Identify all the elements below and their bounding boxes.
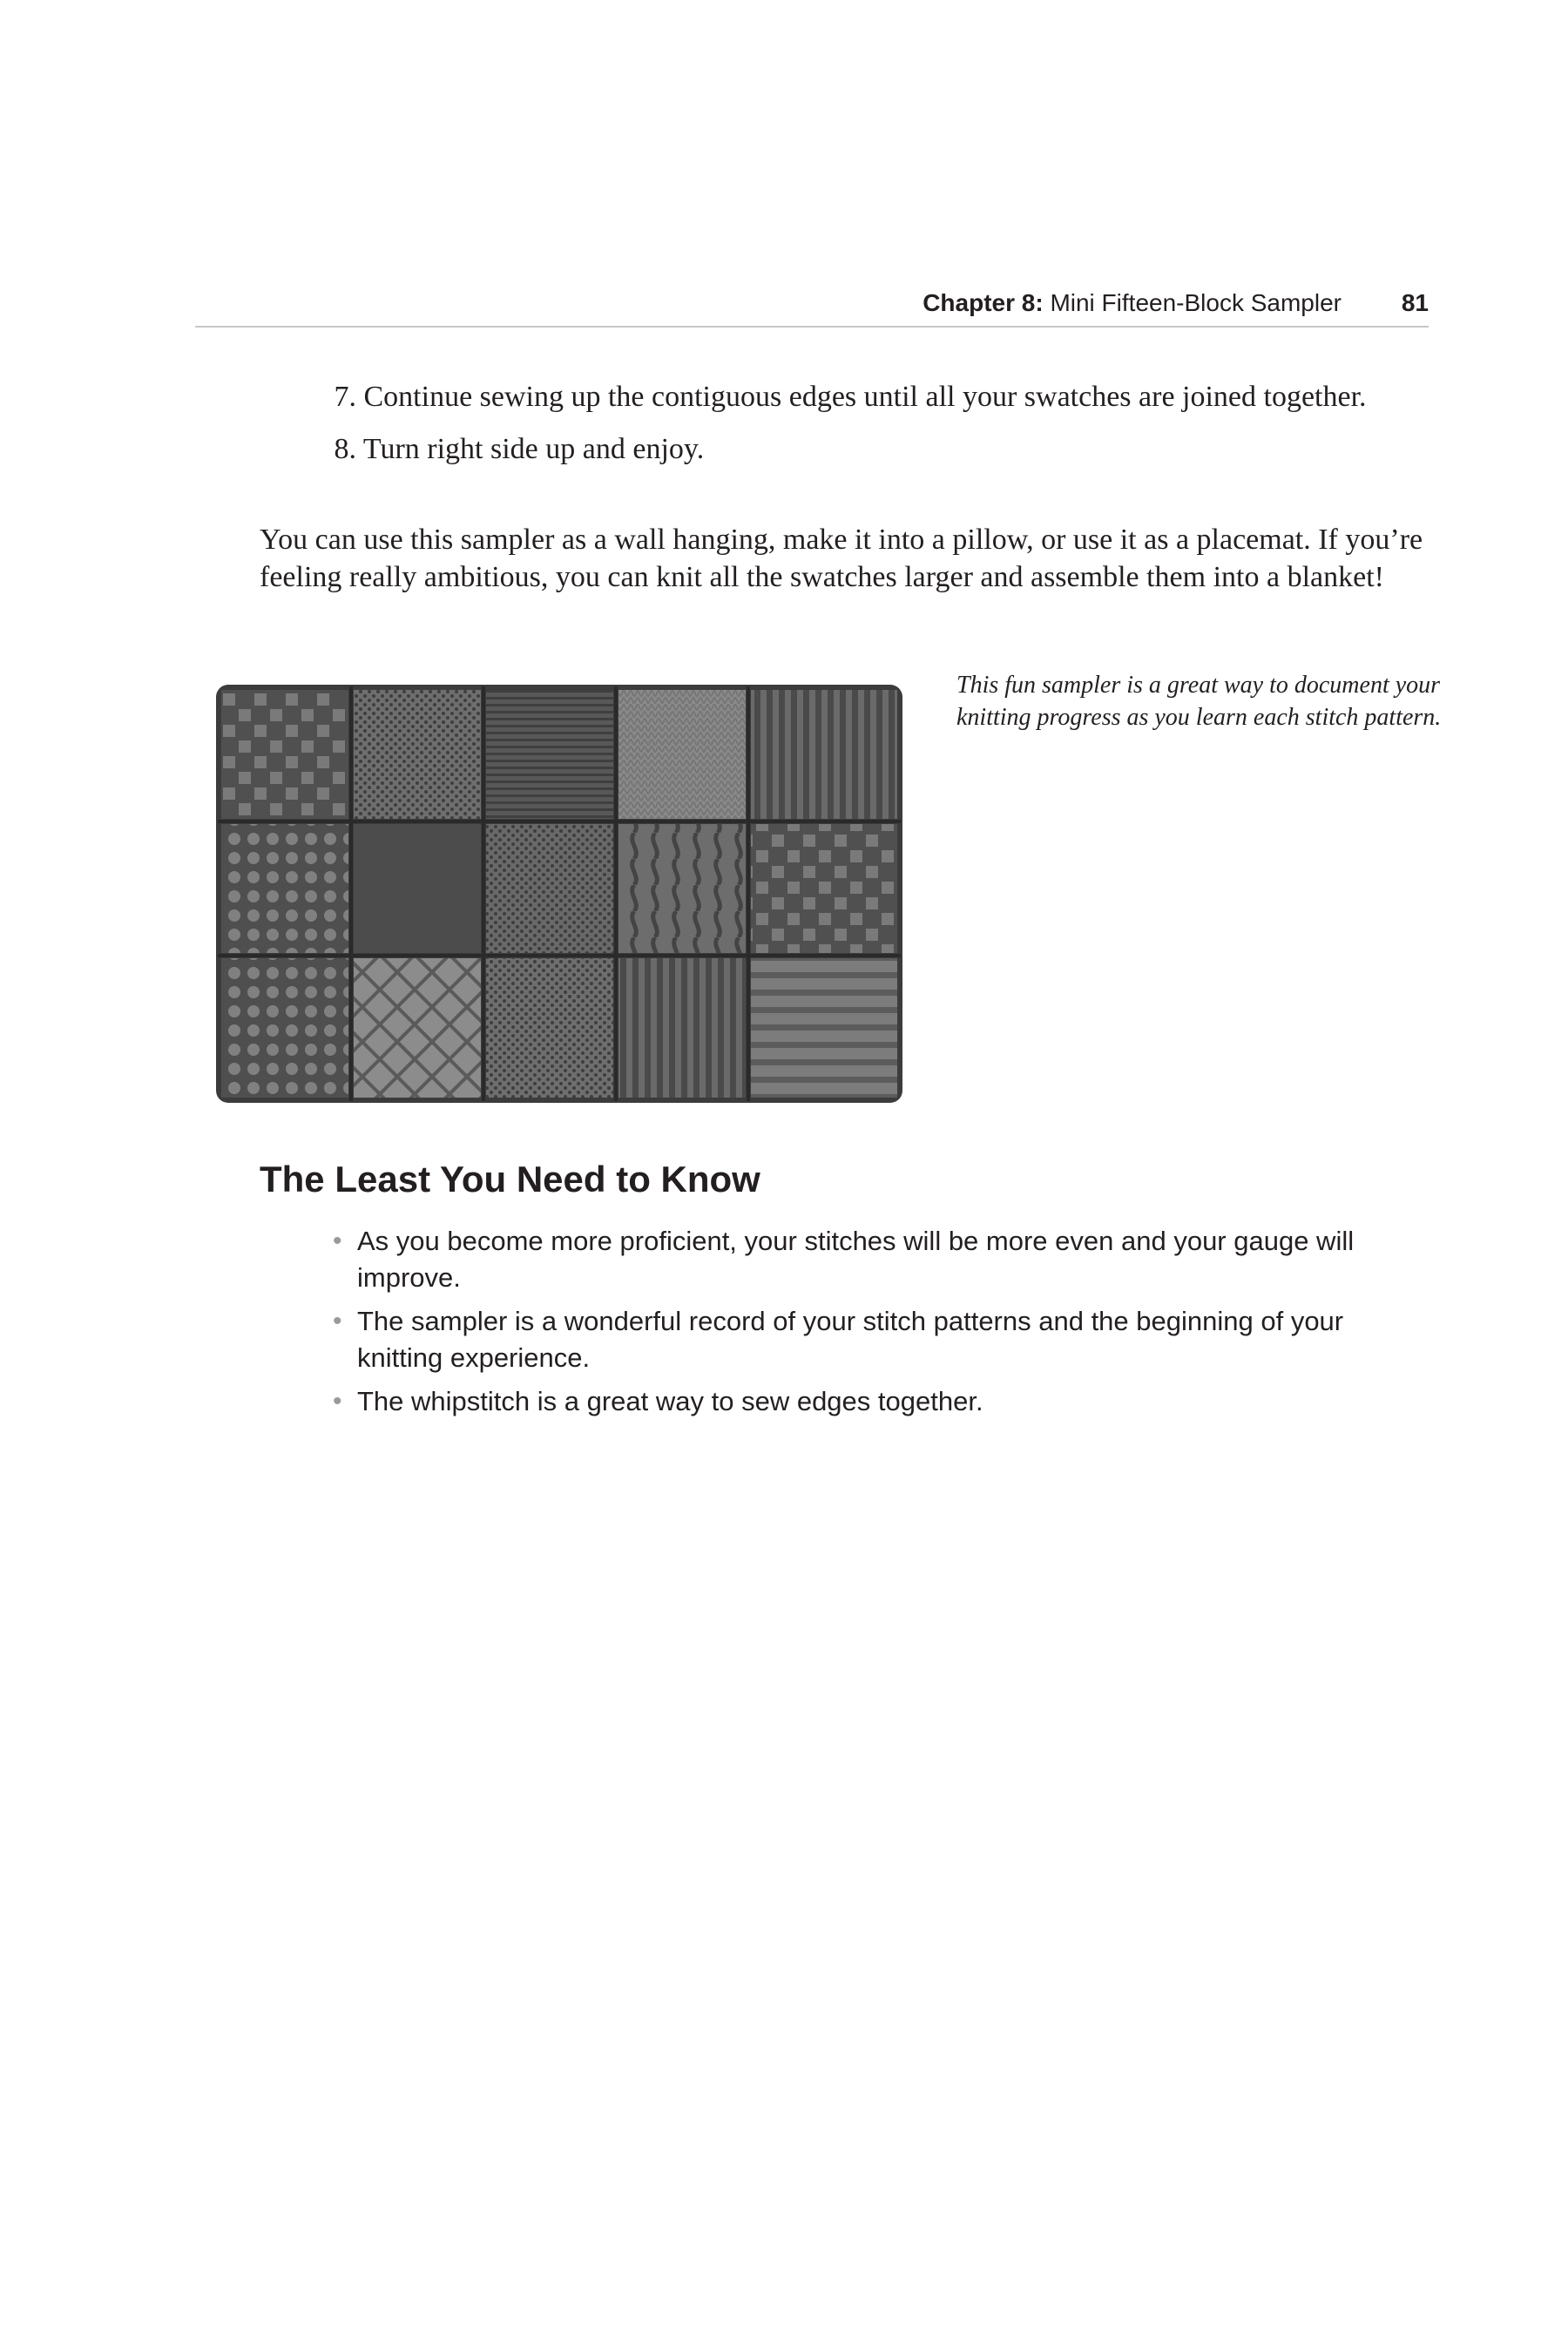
step-item <box>309 380 1367 415</box>
step-list <box>309 380 1367 484</box>
running-header-title <box>923 287 1342 319</box>
body-paragraph: You can use this sampler as a wall hanging, make it into a pillow, or use it as a placemat. If you’re feeling really ambitious, you can knit all the swatches larger and assemble them into a blanket! <box>260 524 1423 593</box>
chapter-title: Mini Fifteen-Block Sampler <box>1050 289 1342 316</box>
figure-caption: This fun sampler is a great way to document your knitting progress as you learn each stitch pattern. <box>956 672 1442 731</box>
sampler-photo <box>206 676 913 1113</box>
bullet-icon: • <box>333 1307 342 1335</box>
step-text: Continue sewing up the contiguous edges until all your swatches are joined together. <box>363 381 1367 413</box>
summary-list <box>331 1223 1402 1427</box>
running-header <box>195 287 1429 328</box>
list-item-text: As you become more proficient, your stitches will be more even and your gauge will improve. <box>357 1226 1355 1293</box>
step-text: Turn right side up and enjoy. <box>362 433 705 465</box>
list-item <box>331 1223 1402 1296</box>
page-number: 81 <box>1401 289 1429 316</box>
bullet-icon: • <box>333 1227 342 1255</box>
chapter-label: Chapter 8: <box>923 289 1044 316</box>
list-item-text: The whipstitch is a great way to sew edges together. <box>357 1386 983 1416</box>
knitted-sampler-image <box>206 676 913 1113</box>
list-item-text: The sampler is a wonderful record of your stitch patterns and the beginning of your knitting experience. <box>357 1306 1344 1373</box>
step-item <box>309 432 1367 467</box>
list-item <box>331 1303 1402 1376</box>
list-item <box>331 1383 1402 1420</box>
step-number: 8. <box>334 433 356 465</box>
step-number: 7. <box>334 381 356 413</box>
section-title: The Least You Need to Know <box>260 1159 760 1200</box>
bullet-icon: • <box>333 1387 342 1416</box>
